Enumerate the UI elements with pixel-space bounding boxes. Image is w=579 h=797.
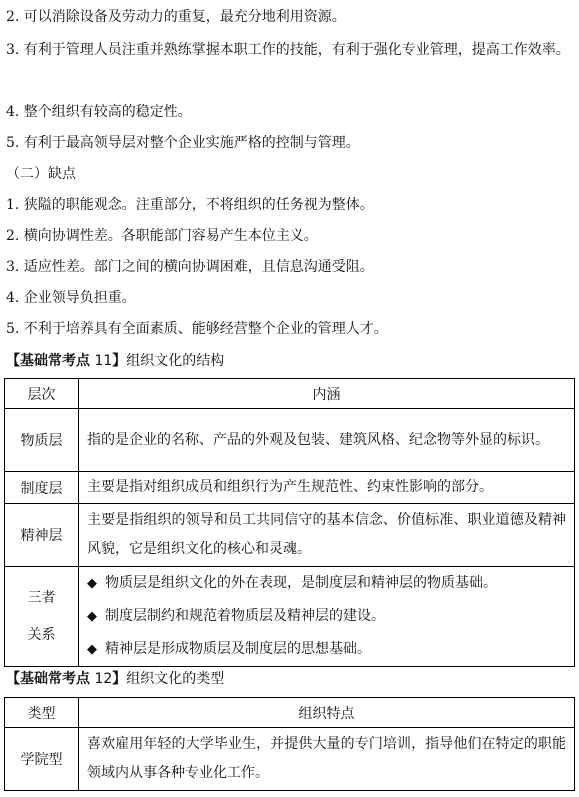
table-row [5,567,575,667]
diamond-bullet-icon: ◆ [87,576,97,591]
disadvantage-item-1: 1. 狭隘的职能观念。注重部分，不将组织的任务视为整体。 [6,197,374,213]
row-label-spirit: 精神层 [5,504,79,567]
advantage-item-4: 4. 整个组织有较高的稳定性。 [6,104,192,120]
disadvantage-item-3: 3. 适应性差。部门之间的横向协调困难，且信息沟通受阻。 [6,259,374,275]
row-label-material: 物质层 [5,409,79,472]
disadvantage-item-5: 5. 不利于培养具有全面素质、能够经营整个企业的管理人才。 [6,321,388,337]
advantage-item-3: 3. 有利于管理人员注重并熟练掌握本职工作的技能，有利于强化专业管理，提高工作效率。 [6,42,570,58]
header-features: 组织特点 [79,698,575,728]
table-row [5,409,575,472]
table-row [5,472,575,504]
relationship-bullet: ◆ 物质层是组织文化的外在表现，是制度层和精神层的物质基础。 [87,575,497,591]
section-11-tag: 【基础常考点 11】 [6,353,127,369]
culture-types-table [4,697,575,791]
header-meaning: 内涵 [79,379,575,409]
diamond-bullet-icon: ◆ [87,609,97,624]
section-12-tag: 【基础常考点 12】 [6,671,127,687]
section-11-title: 组织文化的结构 [126,353,225,369]
culture-structure-table [4,378,575,667]
disadvantages-heading: （二）缺点 [6,166,76,182]
row-desc-material: 指的是企业的名称、产品的外观及包装、建筑风格、纪念物等外显的标识。 [79,409,575,472]
advantage-item-5: 5. 有利于最高领导层对整个企业实施严格的控制与管理。 [6,135,360,151]
advantage-item-2: 2. 可以消除设备及劳动力的重复，最充分地利用资源。 [6,9,346,25]
section-12-title: 组织文化的类型 [126,671,225,687]
row-label-relationship: 三者 关系 [5,567,79,667]
table-row [5,504,575,567]
disadvantage-item-2: 2. 横向协调性差。各职能部门容易产生本位主义。 [6,228,318,244]
relationship-bullet: ◆ 制度层制约和规范着物质层及精神层的建设。 [87,608,385,624]
header-type: 类型 [5,698,79,728]
table-header-row [5,379,575,409]
diamond-bullet-icon: ◆ [87,642,97,657]
row-desc-academy: 喜欢雇用年轻的大学毕业生，并提供大量的专门培训，指导他们在特定的职能领域内从事各种专业化工作。 [79,728,575,791]
section-11-heading [6,346,573,377]
table-row [5,728,575,791]
row-desc-spirit: 主要是指组织的领导和员工共同信守的基本信念、价值标准、职业道德及精神风貌，它是组织文化的核心和灵魂。 [79,504,575,567]
row-desc-institution: 主要是指对组织成员和组织行为产生规范性、约束性影响的部分。 [79,472,575,504]
table-header-row [5,698,575,728]
header-level: 层次 [5,379,79,409]
relationship-bullets [79,567,575,667]
disadvantage-item-4: 4. 企业领导负担重。 [6,290,136,306]
section-12-heading [6,664,573,695]
relationship-bullet: ◆ 精神层是形成物质层及制度层的思想基础。 [87,641,371,657]
row-label-institution: 制度层 [5,472,79,504]
row-label-academy: 学院型 [5,728,79,791]
